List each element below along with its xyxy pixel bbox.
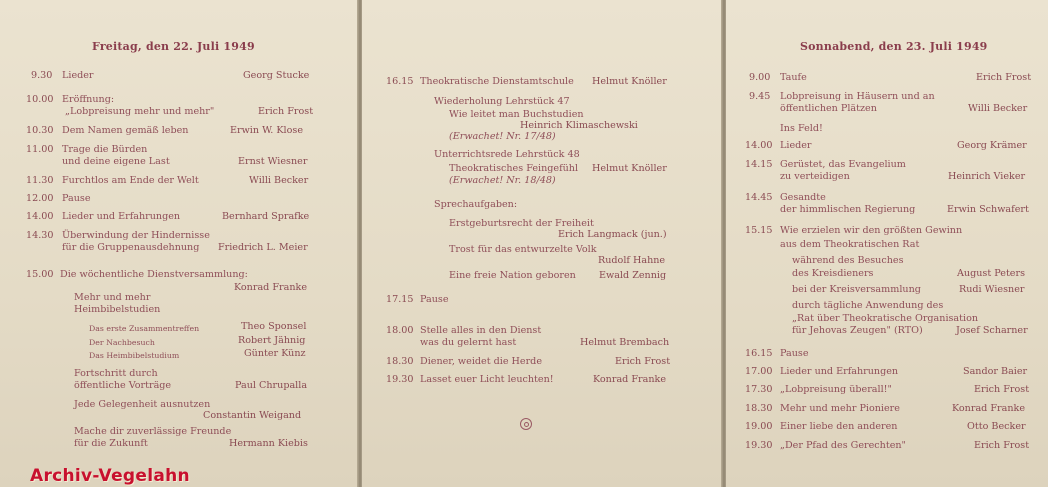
part-title: Der Nachbesuch bbox=[89, 338, 155, 347]
time: 9.00 bbox=[749, 72, 771, 83]
part-title: Das erste Zusammentreffen bbox=[89, 324, 200, 333]
time: 17.00 bbox=[745, 366, 773, 377]
program-title: Lasset euer Licht leuchten! bbox=[420, 374, 554, 385]
speaker: Erich Frost bbox=[258, 106, 314, 117]
program-title: Taufe bbox=[780, 72, 807, 83]
reference: (Erwachet! Nr. 18/48) bbox=[449, 175, 556, 186]
program-title: Pause bbox=[780, 348, 809, 359]
program-subtitle: Mache dir zuverlässige Freunde bbox=[74, 426, 232, 437]
program-subtitle: Ins Feld! bbox=[780, 123, 823, 134]
program-title: Lieder und Erfahrungen bbox=[62, 211, 181, 222]
time: 17.15 bbox=[386, 294, 414, 305]
program-title: Diener, weidet die Herde bbox=[420, 356, 542, 367]
speaker: Paul Chrupalla bbox=[235, 380, 308, 391]
program-title: Überwindung der Hindernisse bbox=[62, 230, 210, 241]
program-title: Theokratisches Feingefühl bbox=[449, 163, 579, 174]
friday-heading: Freitag, den 22. Juli 1949 bbox=[92, 40, 255, 53]
time: 14.00 bbox=[745, 140, 773, 151]
time: 9.30 bbox=[31, 70, 53, 81]
speaker: Heinrich Vieker bbox=[948, 171, 1026, 182]
speaker: Rudolf Hahne bbox=[598, 255, 666, 266]
speaker: Erich Frost bbox=[974, 440, 1030, 451]
program-title: „Der Pfad des Gerechten" bbox=[780, 440, 906, 451]
time: 16.15 bbox=[745, 348, 773, 359]
program-title: Stelle alles in den Dienst bbox=[420, 325, 542, 336]
speaker: Constantin Weigand bbox=[203, 410, 302, 421]
program-title: Dem Namen gemäß leben bbox=[62, 125, 189, 136]
time: 18.00 bbox=[386, 325, 414, 336]
speaker: Helmut Brembach bbox=[580, 337, 670, 348]
program-subtitle: für die Gruppenausdehnung bbox=[62, 242, 200, 253]
speaker: Helmut Knöller bbox=[592, 76, 667, 87]
program-title: Theokratische Dienstamtschule bbox=[420, 76, 574, 87]
speaker: Konrad Franke bbox=[593, 374, 666, 385]
program-title: Lieder bbox=[780, 140, 812, 151]
time: 11.00 bbox=[26, 144, 54, 155]
program-title: Eröffnung: bbox=[62, 94, 115, 105]
speaker: Ewald Zennig bbox=[599, 270, 667, 281]
saturday-heading: Sonnabend, den 23. Juli 1949 bbox=[800, 40, 988, 53]
speaker: Günter Künz bbox=[244, 348, 306, 359]
speaker: Ernst Wiesner bbox=[238, 156, 308, 167]
program-subtitle: für Jehovas Zeugen" (RTO) bbox=[792, 325, 923, 336]
program-subtitle: „Lobpreisung mehr und mehr" bbox=[65, 106, 215, 117]
time: 19.30 bbox=[386, 374, 414, 385]
time: 19.00 bbox=[745, 421, 773, 432]
program-title: Erstgeburtsrecht der Freiheit bbox=[449, 218, 594, 229]
lesson-label: Unterrichtsrede Lehrstück 48 bbox=[434, 149, 580, 160]
section-label: Sprechaufgaben: bbox=[434, 199, 518, 210]
time: 10.00 bbox=[26, 94, 54, 105]
program-title: Furchtlos am Ende der Welt bbox=[62, 175, 199, 186]
program-title: Trage die Bürden bbox=[62, 144, 148, 155]
program-title: Einer liebe den anderen bbox=[780, 421, 898, 432]
speaker: Erich Langmack (jun.) bbox=[558, 229, 667, 240]
program-title: Lieder und Erfahrungen bbox=[780, 366, 899, 377]
time: 12.00 bbox=[26, 193, 54, 204]
time: 16.15 bbox=[386, 76, 414, 87]
program-subtitle: während des Besuches bbox=[792, 255, 904, 266]
speaker: Robert Jähnig bbox=[238, 335, 306, 346]
program-subtitle: Heimbibelstudien bbox=[74, 304, 161, 315]
saturday-panel bbox=[726, 0, 1048, 487]
program-subtitle: zu verteidigen bbox=[780, 171, 850, 182]
speaker: Josef Scharner bbox=[956, 325, 1028, 336]
speaker: Sandor Baier bbox=[963, 366, 1028, 377]
program-subtitle: öffentlichen Plätzen bbox=[780, 103, 877, 114]
program-title: Gerüstet, das Evangelium bbox=[780, 159, 906, 170]
speaker: Friedrich L. Meier bbox=[218, 242, 308, 253]
speaker: Georg Krämer bbox=[957, 140, 1027, 151]
program-subtitle: und deine eigene Last bbox=[62, 156, 170, 167]
program-title: Pause bbox=[62, 193, 91, 204]
program-title: „Lobpreisung überall!" bbox=[780, 384, 892, 395]
program-subtitle: der himmlischen Regierung bbox=[780, 204, 916, 215]
lesson-label: Wiederholung Lehrstück 47 bbox=[434, 96, 570, 107]
time: 19.30 bbox=[745, 440, 773, 451]
speaker: August Peters bbox=[957, 268, 1025, 279]
speaker: Rudi Wiesner bbox=[959, 284, 1025, 295]
program-subtitle: bei der Kreisversammlung bbox=[792, 284, 921, 295]
speaker: Helmut Knöller bbox=[592, 163, 667, 174]
time: 14.00 bbox=[26, 211, 54, 222]
time: 9.45 bbox=[749, 91, 771, 102]
program-subtitle: Jede Gelegenheit ausnutzen bbox=[74, 399, 211, 410]
program-title: Wie erzielen wir den größten Gewinn bbox=[780, 225, 963, 236]
ornament-icon bbox=[520, 418, 532, 430]
part-title: Das Heimbibelstudium bbox=[89, 351, 180, 360]
speaker: Konrad Franke bbox=[234, 282, 307, 293]
program-subtitle: des Kreisdieners bbox=[792, 268, 874, 279]
program-title: Mehr und mehr Pioniere bbox=[780, 403, 900, 414]
speaker: Theo Sponsel bbox=[241, 321, 307, 332]
reference: (Erwachet! Nr. 17/48) bbox=[449, 131, 556, 142]
time: 15.15 bbox=[745, 225, 773, 236]
time: 18.30 bbox=[386, 356, 414, 367]
program-title: Gesandte bbox=[780, 192, 826, 203]
time: 14.15 bbox=[745, 159, 773, 170]
speaker: Erich Frost bbox=[974, 384, 1030, 395]
program-title: Lieder bbox=[62, 70, 94, 81]
time: 18.30 bbox=[745, 403, 773, 414]
program-subtitle: durch tägliche Anwendung des bbox=[792, 300, 944, 311]
watermark: Archiv-Vegelahn bbox=[30, 466, 190, 486]
program-subtitle: „Rat über Theokratische Organisation bbox=[792, 313, 979, 324]
speaker: Georg Stucke bbox=[243, 70, 310, 81]
program-title: Lobpreisung in Häusern und an bbox=[780, 91, 935, 102]
speaker: Willi Becker bbox=[968, 103, 1028, 114]
speaker: Erich Frost bbox=[976, 72, 1032, 83]
program-title: Trost für das entwurzelte Volk bbox=[449, 244, 597, 255]
program-title: Pause bbox=[420, 294, 449, 305]
speaker: Konrad Franke bbox=[952, 403, 1025, 414]
time: 10.30 bbox=[26, 125, 54, 136]
program-title: Die wöchentliche Dienstversammlung: bbox=[60, 269, 248, 280]
speaker: Hermann Kiebis bbox=[229, 438, 308, 449]
program-title: Eine freie Nation geboren bbox=[449, 270, 576, 281]
program-subtitle: was du gelernt hast bbox=[420, 337, 517, 348]
program-subtitle: Fortschritt durch bbox=[74, 368, 158, 379]
speaker: Willi Becker bbox=[249, 175, 309, 186]
program-title: Wie leitet man Buchstudien bbox=[449, 109, 584, 120]
time: 15.00 bbox=[26, 269, 54, 280]
program-subtitle: öffentliche Vorträge bbox=[74, 380, 172, 391]
speaker: Erwin Schwafert bbox=[947, 204, 1029, 215]
program-subtitle: Mehr und mehr bbox=[74, 292, 151, 303]
time: 14.45 bbox=[745, 192, 773, 203]
program-subtitle: aus dem Theokratischen Rat bbox=[780, 239, 920, 250]
speaker: Erich Frost bbox=[615, 356, 671, 367]
time: 14.30 bbox=[26, 230, 54, 241]
speaker: Heinrich Klimaschewski bbox=[520, 120, 638, 131]
middle-panel bbox=[362, 0, 722, 487]
speaker: Bernhard Sprafke bbox=[222, 211, 310, 222]
program-subtitle: für die Zukunft bbox=[74, 438, 148, 449]
time: 11.30 bbox=[26, 175, 54, 186]
friday-panel bbox=[0, 0, 358, 487]
speaker: Otto Becker bbox=[967, 421, 1026, 432]
time: 17.30 bbox=[745, 384, 773, 395]
speaker: Erwin W. Klose bbox=[230, 125, 303, 136]
